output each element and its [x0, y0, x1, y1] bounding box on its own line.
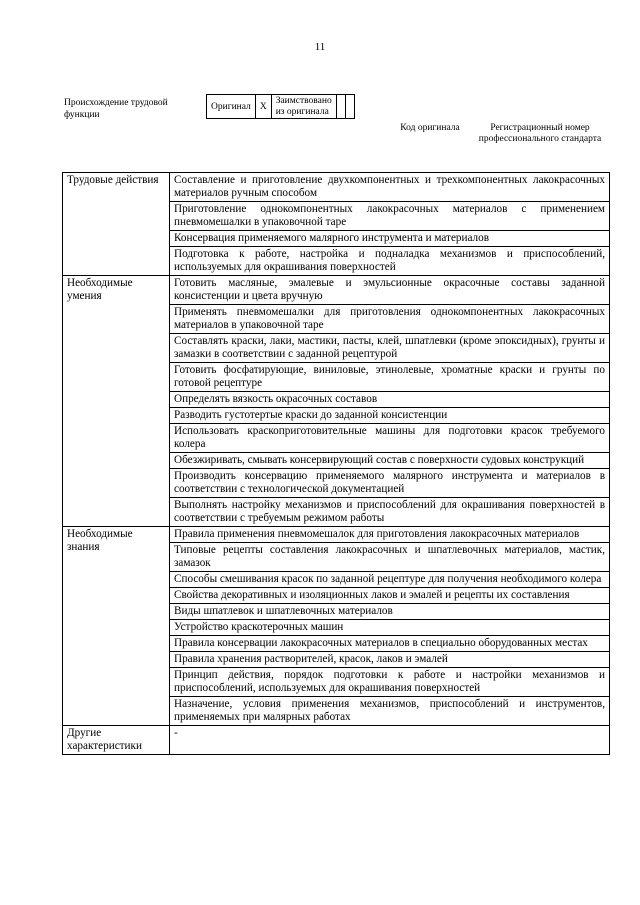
- section-item: Подготовка к работе, настройка и подналадка механизмов и приспособлений, используемых для окрашивания поверхностей: [170, 247, 610, 276]
- section-item: Устройство краскотерочных машин: [170, 620, 610, 636]
- origin-label: Происхождение трудовой функции: [64, 98, 168, 120]
- code-caption: Код оригинала: [400, 123, 460, 133]
- section-title: Необходимые знания: [63, 527, 170, 726]
- section-item: Разводить густотертые краски до заданной консистенции: [170, 408, 610, 424]
- section-title: Необходимые умения: [63, 276, 170, 527]
- labor-function-table: [62, 172, 610, 755]
- section-item: Виды шпатлевок и шпатлевочных материалов: [170, 604, 610, 620]
- section-item: Правила консервации лакокрасочных материалов в специально оборудованных местах: [170, 636, 610, 652]
- section-item: Готовить фосфатирующие, виниловые, этинолевые, хроматные краски и грунты по готовой рецептуре: [170, 363, 610, 392]
- reg-number-cell: [345, 95, 354, 119]
- borrowed-cell: Заимствовано из оригинала: [271, 95, 336, 119]
- section-item: Правила хранения растворителей, красок, лаков и эмалей: [170, 652, 610, 668]
- section-item: Производить консервацию применяемого малярного инструмента и материалов в соответствии с технологической документацией: [170, 469, 610, 498]
- table-row: [63, 527, 610, 543]
- original-mark: X: [255, 95, 271, 119]
- section-item: Способы смешивания красок по заданной рецептуре для получения необходимого колера: [170, 572, 610, 588]
- section-item: Готовить масляные, эмалевые и эмульсионные окрасочные составы заданной консистенции и цвета вручную: [170, 276, 610, 305]
- origin-table: [206, 94, 355, 119]
- section-item: Принцип действия, порядок подготовки к работе и настройки механизмов и приспособлений, используемых для окрашивания поверхностей: [170, 668, 610, 697]
- page-number: 11: [314, 41, 326, 53]
- section-title: Другие характеристики: [63, 726, 170, 755]
- section-item: Обезжиривать, смывать консервирующий состав с поверхности судовых конструкций: [170, 453, 610, 469]
- reg-caption: Регистрационный номер профессионального стандарта: [478, 123, 602, 144]
- section-item: Использовать краскоприготовительные машины для подготовки красок требуемого колера: [170, 424, 610, 453]
- section-title: Трудовые действия: [63, 173, 170, 276]
- table-row: [63, 173, 610, 202]
- section-item: Назначение, условия применения механизмов, приспособлений и инструментов, применяемых при малярных работах: [170, 697, 610, 726]
- section-item: Типовые рецепты составления лакокрасочных и шпатлевочных материалов, мастик, замазок: [170, 543, 610, 572]
- section-item: Приготовление однокомпонентных лакокрасочных материалов с применением пневмомешалки в упаковочной таре: [170, 202, 610, 231]
- table-row: [63, 726, 610, 755]
- section-item: -: [170, 726, 610, 755]
- section-item: Консервация применяемого малярного инструмента и материалов: [170, 231, 610, 247]
- section-item: Составление и приготовление двухкомпонентных и трехкомпонентных лакокрасочных материалов ручным способом: [170, 173, 610, 202]
- section-item: Применять пневмомешалки для приготовления однокомпонентных лакокрасочных материалов в упаковочной таре: [170, 305, 610, 334]
- section-item: Составлять краски, лаки, мастики, пасты, клей, шпатлевки (кроме эпоксидных), грунты и замазки в соответствии с заданной рецептурой: [170, 334, 610, 363]
- section-item: Выполнять настройку механизмов и приспособлений для окрашивания поверхностей в соответствии с требуемым режимом работы: [170, 498, 610, 527]
- section-item: Определять вязкость окрасочных составов: [170, 392, 610, 408]
- table-row: [63, 276, 610, 305]
- original-cell: Оригинал: [207, 95, 256, 119]
- section-item: Свойства декоративных и изоляционных лаков и эмалей и рецепты их составления: [170, 588, 610, 604]
- section-item: Правила применения пневмомешалок для приготовления лакокрасочных материалов: [170, 527, 610, 543]
- code-cell: [336, 95, 345, 119]
